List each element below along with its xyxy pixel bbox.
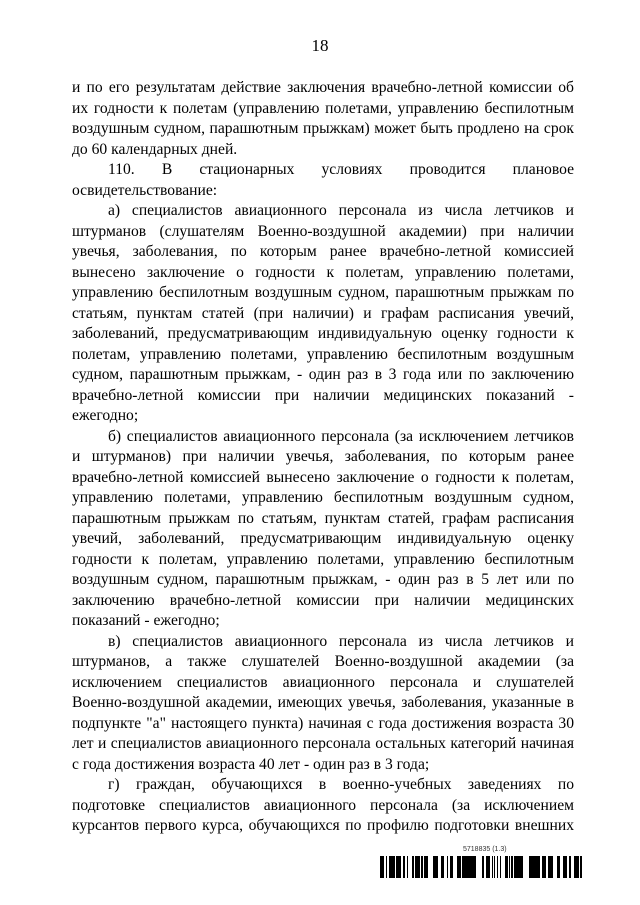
paragraph-item-110-continuation: освидетельствование: bbox=[72, 181, 218, 199]
body-text bbox=[72, 78, 574, 837]
subparagraph-a: а) специалистов авиационного персонала из числа летчиков и штурманов (слушателям Военно-воздушной академии) при наличии увечья, заболевания, по которым ранее врачебно-летной комиссией вынесено заключение о годности к полетам, управлению полетами, управлению беспилотным воздушным судном, парашютным прыжкам по статьям, пунктам статей (при наличии) и графам расписания увечий, заболеваний, предусматривающим индивидуальную оценку годности к полетам, управлению полетами, управлению беспилотным воздушным судном, парашютным прыжкам, - один раз в 3 года или по заключению врачебно-летной комиссии при наличии медицинских показаний - ежегодно; bbox=[72, 202, 574, 424]
subparagraph-b: б) специалистов авиационного персонала (за исключением летчиков и штурманов) при наличии увечья, заболевания, по которым ранее врачебно-летной комиссией вынесено заключение о годности к полетам, управлению полетами, управлению беспилотным воздушным судном, парашютным прыжкам по статьям, пунктам статей, графам расписания увечий, заболеваний, предусматривающим индивидуальную оценку годности к полетам, управлению полетами, управлению беспилотным воздушным судном, парашютным прыжкам, - один раз в 5 лет или по заключению врачебно-летной комиссии при наличии медицинских показаний - ежегодно; bbox=[72, 427, 574, 629]
barcode bbox=[380, 856, 582, 878]
paragraph-continuation: и по его результатам действие заключения врачебно-летной комиссии об их годности к полетам (управлению полетами, управлению беспилотным воздушным судном, парашютным прыжкам) может быть продлено на срок до 60 календарных дней. bbox=[72, 79, 574, 158]
page-number: 18 bbox=[311, 36, 329, 55]
subparagraph-v: в) специалистов авиационного персонала из числа летчиков и штурманов, а также слушателей Военно-воздушной академии (за исключением специалистов авиационного персонала и слушателей Военно-воздушной академии, имеющих увечья, заболевания, указанные в подпункте "а" настоящего пункта) начиная с года достижения возраста 30 лет и специалистов авиационного персонала остальных категорий начиная с года достижения возраста 40 лет - один раз в 3 года; bbox=[72, 632, 574, 773]
paragraph-item-110: 110. В стационарных условиях проводится плановое bbox=[108, 161, 574, 178]
subparagraph-g: г) граждан, обучающихся в военно-учебных заведениях по подготовке специалистов авиационного персонала (за исключением курсантов первого курса, обучающихся по профилю подготовки внешних bbox=[72, 776, 574, 834]
document-stamp-code: 5718835 (1.3) bbox=[463, 846, 507, 853]
